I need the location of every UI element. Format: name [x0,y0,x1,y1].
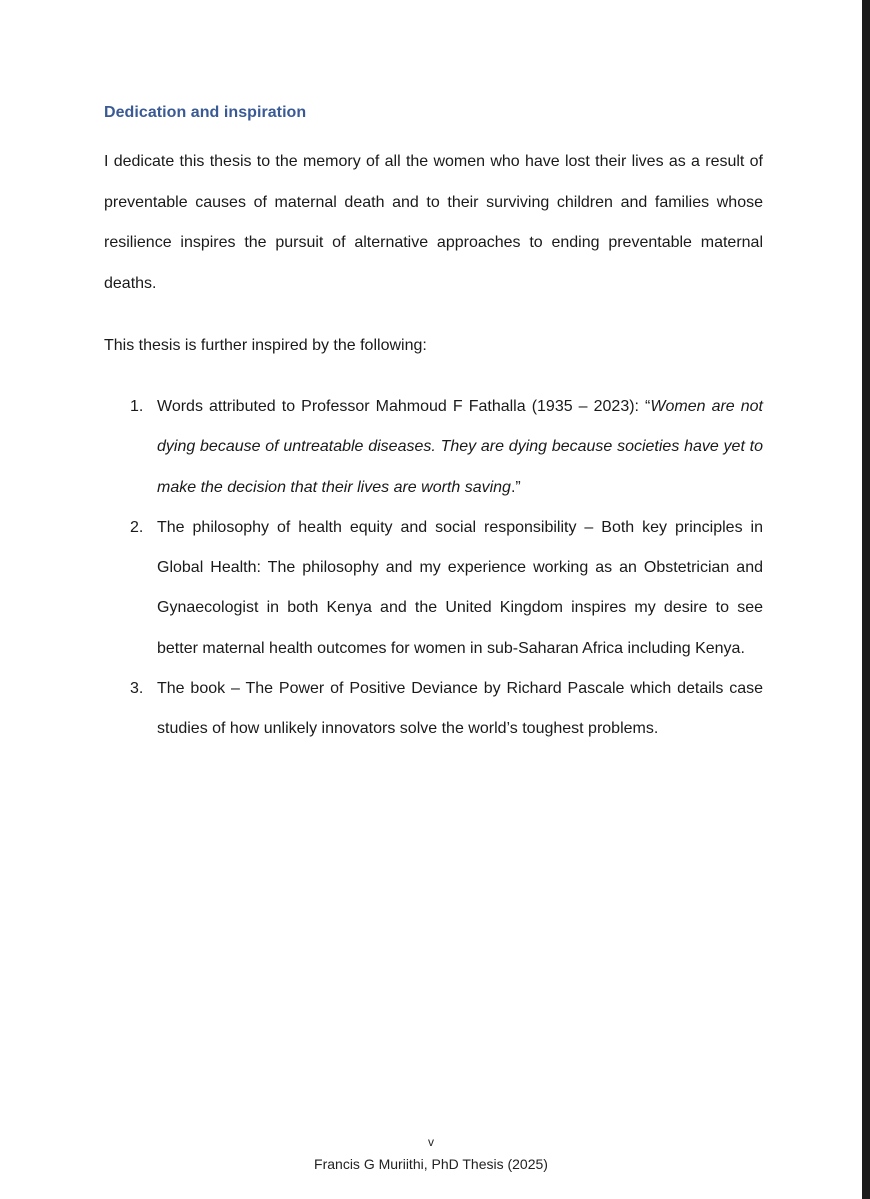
page-edge-border [862,0,870,1199]
list-item-number: 1. [130,398,144,415]
inspired-intro: This thesis is further inspired by the following: [104,337,427,354]
fathalla-quote: Women are not dying because of untreatable diseases. They are dying because societies have yet to make the decision that their lives are worth saving [157,398,763,496]
list-item-number: 2. [130,518,144,536]
dedication-paragraph: I dedicate this thesis to the memory of all the women who have lost their lives as a result of preventable causes of maternal death and to their surviving children and families whose resilience inspires the pursuit of alternative approaches to ending preventable maternal deaths. [104,153,763,292]
list-item [104,669,763,750]
list-item [104,508,763,669]
list-item-text: Words attributed to Professor Mahmoud F Fathalla (1935 – 2023): “ [157,398,651,415]
footer-author-line: Francis G Muriithi, PhD Thesis (2025) [314,1156,548,1172]
page-number: v [428,1135,434,1149]
inspiration-list [104,387,763,750]
list-item-text: The philosophy of health equity and social responsibility – Both key principles in Global Health: The philosophy and my experience working as an Obstetrician and Gynaecologist in both Kenya and the United Kingdom inspires my desire to see better maternal health outcomes for women in sub-Saharan Africa including Kenya. [157,518,763,657]
list-item-number: 3. [130,680,144,698]
list-item-text-end: .” [510,478,521,496]
section-heading: Dedication and inspiration [104,104,307,121]
list-item [104,387,763,508]
list-item-text: The book – The Power of Positive Deviance by Richard Pascale which details case studies of how unlikely innovators solve the world’s toughest problems. [157,680,763,738]
